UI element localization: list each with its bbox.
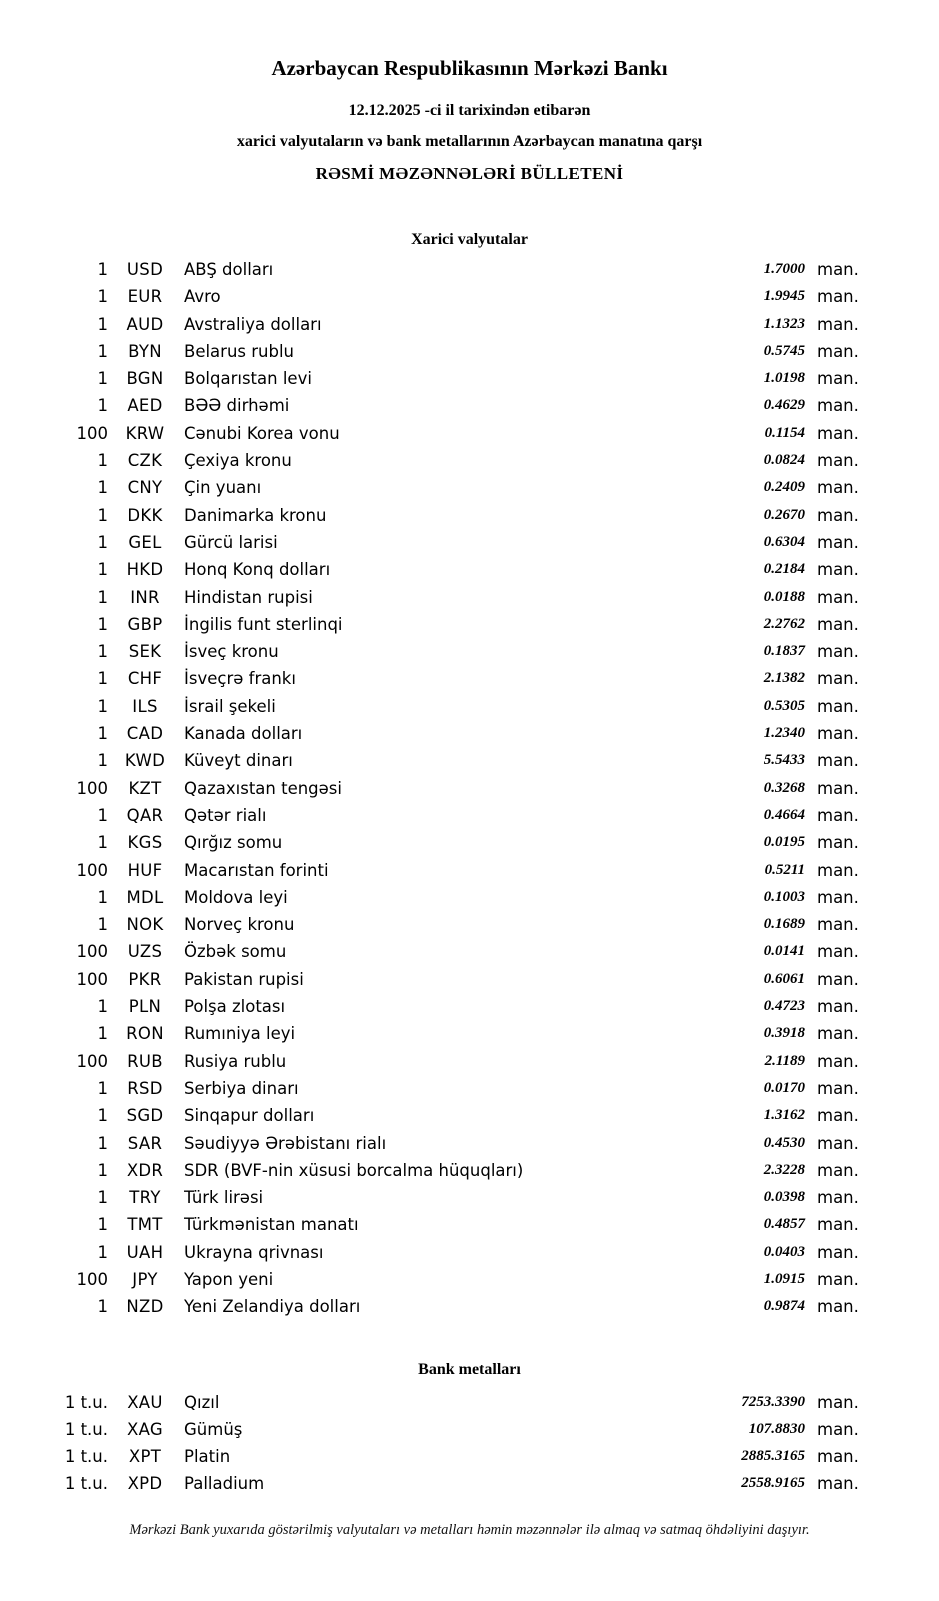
metal-rates-table <box>0 1389 939 1498</box>
unit-label: man. <box>817 478 859 498</box>
rate-row <box>56 1184 863 1211</box>
currency-code: AED <box>127 396 163 416</box>
unit-label: man. <box>817 860 859 880</box>
unit-label: man. <box>817 1419 859 1439</box>
quantity: 1 <box>97 369 108 389</box>
currency-code: BYN <box>128 341 162 361</box>
currency-code: PLN <box>128 997 162 1017</box>
quantity: 1 t.u. <box>64 1474 108 1494</box>
quantity: 1 <box>97 314 108 334</box>
rate-value: 0.3918 <box>763 1025 805 1042</box>
rate-row <box>56 665 863 692</box>
rate-row <box>56 1443 863 1470</box>
unit-label: man. <box>817 423 859 443</box>
rate-row <box>56 720 863 747</box>
rate-row <box>56 938 863 965</box>
currency-code: KWD <box>124 751 166 771</box>
currency-name: Hindistan rupisi <box>184 587 313 607</box>
quantity: 1 <box>97 887 108 907</box>
rate-value: 0.1154 <box>764 424 805 441</box>
quantity: 1 <box>97 260 108 279</box>
rate-value: 0.2184 <box>763 561 805 578</box>
quantity: 1 <box>97 751 108 771</box>
rate-row <box>56 584 863 611</box>
currency-name: Qızıl <box>184 1392 220 1412</box>
currency-name: İngilis funt sterlinqi <box>184 614 343 634</box>
currency-name: Küveyt dinarı <box>184 751 293 771</box>
rate-row <box>56 911 863 938</box>
rate-value: 0.1837 <box>763 643 805 660</box>
currency-rates-table <box>0 256 939 1321</box>
quantity: 1 t.u. <box>64 1447 108 1467</box>
unit-label: man. <box>817 1474 859 1494</box>
unit-label: man. <box>817 260 859 279</box>
document-header <box>0 0 939 184</box>
rate-row <box>56 1102 863 1129</box>
unit-label: man. <box>817 696 859 716</box>
currency-name: Bolqarıstan levi <box>184 369 312 389</box>
unit-label: man. <box>817 314 859 334</box>
currency-name: Çin yuanı <box>184 478 262 498</box>
rate-value: 2.1189 <box>764 1052 805 1069</box>
rate-value: 1.2340 <box>763 725 805 742</box>
rate-value: 0.4629 <box>763 397 805 414</box>
unit-label: man. <box>817 1297 859 1317</box>
unit-label: man. <box>817 751 859 771</box>
rate-value: 0.2670 <box>763 506 805 523</box>
currency-name: Kanada dolları <box>184 724 303 744</box>
unit-label: man. <box>817 942 859 962</box>
currency-name: Səudiyyə Ərəbistanı rialı <box>184 1133 387 1153</box>
rate-value: 2.2762 <box>763 615 805 632</box>
currency-code: NZD <box>126 1297 164 1317</box>
currency-code: BGN <box>126 369 164 389</box>
rate-value: 0.0170 <box>763 1079 805 1096</box>
rate-row <box>56 283 863 310</box>
unit-label: man. <box>817 669 859 689</box>
currency-name: Moldova leyi <box>184 887 288 907</box>
currency-code: HKD <box>126 560 164 580</box>
currency-code: GBP <box>127 614 163 634</box>
currency-code: ILS <box>132 696 158 716</box>
rate-value: 0.3268 <box>763 779 805 796</box>
quantity: 1 <box>97 560 108 580</box>
currency-name: Honq Konq dolları <box>184 560 331 580</box>
rate-row <box>56 474 863 501</box>
rate-value: 1.7000 <box>763 261 805 277</box>
unit-label: man. <box>817 1051 859 1071</box>
currency-code: NOK <box>126 915 164 935</box>
metals-section-title: Bank metalları <box>418 1360 521 1378</box>
currency-name: Pakistan rupisi <box>184 969 304 989</box>
currency-code: PKR <box>128 969 162 989</box>
quantity: 1 <box>97 1215 108 1235</box>
rate-row <box>56 1048 863 1075</box>
quantity: 100 <box>76 423 108 443</box>
quantity: 100 <box>76 1269 108 1289</box>
currency-code: UZS <box>127 942 163 962</box>
currency-name: Qazaxıstan tengəsi <box>184 778 342 798</box>
quantity: 100 <box>76 942 108 962</box>
rate-value: 0.1003 <box>763 888 805 905</box>
rate-value: 2885.3165 <box>741 1448 805 1465</box>
rate-value: 0.4530 <box>763 1134 805 1151</box>
subject-line: xarici valyutaların və bank metallarının Azərbaycan manatına qarşı <box>236 133 703 150</box>
rate-row <box>56 1075 863 1102</box>
unit-label: man. <box>817 805 859 825</box>
currency-code: KRW <box>125 423 165 443</box>
unit-label: man. <box>817 1024 859 1044</box>
rate-row <box>56 529 863 556</box>
currency-name: Platin <box>184 1447 231 1467</box>
quantity: 1 <box>97 587 108 607</box>
unit-label: man. <box>817 915 859 935</box>
currency-name: Rumıniya leyi <box>184 1024 296 1044</box>
rate-row <box>56 1416 863 1443</box>
rate-row <box>56 1389 863 1416</box>
quantity: 1 <box>97 451 108 471</box>
currency-name: Gümüş <box>184 1419 243 1439</box>
unit-label: man. <box>817 1392 859 1412</box>
currency-code: DKK <box>127 505 163 525</box>
currency-code: MDL <box>126 887 164 907</box>
rate-value: 2558.9165 <box>741 1475 805 1492</box>
unit-label: man. <box>817 1160 859 1180</box>
currency-name: Yeni Zelandiya dolları <box>184 1297 361 1317</box>
currency-code: CZK <box>127 451 163 471</box>
currency-code: QAR <box>126 805 164 825</box>
unit-label: man. <box>817 1078 859 1098</box>
rate-value: 1.1323 <box>763 315 805 332</box>
rate-value: 0.0188 <box>763 588 805 605</box>
currency-name: Danimarka kronu <box>184 505 327 525</box>
quantity: 1 t.u. <box>64 1392 108 1412</box>
rate-value: 1.0198 <box>763 370 805 387</box>
rate-value: 0.6304 <box>763 533 805 550</box>
currency-name: İsrail şekeli <box>184 696 276 716</box>
rate-row <box>56 802 863 829</box>
currency-name: Türkmənistan manatı <box>184 1215 359 1235</box>
rate-value: 0.5745 <box>763 342 805 359</box>
unit-label: man. <box>817 1133 859 1153</box>
unit-label: man. <box>817 833 859 853</box>
currency-code: HUF <box>127 860 163 880</box>
rate-row <box>56 693 863 720</box>
rate-value: 0.0195 <box>763 834 805 851</box>
rate-value: 0.9874 <box>763 1298 805 1315</box>
currency-code: CAD <box>126 724 164 744</box>
rate-value: 2.1382 <box>763 670 805 687</box>
rate-row <box>56 747 863 774</box>
unit-label: man. <box>817 887 859 907</box>
rate-row <box>56 966 863 993</box>
rate-row <box>56 884 863 911</box>
unit-label: man. <box>817 560 859 580</box>
rate-row <box>56 857 863 884</box>
quantity: 1 <box>97 614 108 634</box>
currency-name: İsveç kronu <box>184 642 279 662</box>
unit-label: man. <box>817 1188 859 1208</box>
unit-label: man. <box>817 969 859 989</box>
currency-name: Gürcü larisi <box>184 532 278 552</box>
quantity: 100 <box>76 969 108 989</box>
rate-row <box>56 311 863 338</box>
rate-row <box>56 338 863 365</box>
rate-row <box>56 829 863 856</box>
currency-code: TMT <box>127 1215 163 1235</box>
rate-value: 0.0398 <box>763 1189 805 1206</box>
currency-name: Türk lirəsi <box>184 1188 264 1208</box>
unit-label: man. <box>817 287 859 307</box>
currency-code: UAH <box>126 1242 164 1262</box>
rate-row <box>56 1020 863 1047</box>
rate-value: 0.0824 <box>763 452 805 469</box>
unit-label: man. <box>817 1269 859 1289</box>
currency-name: Palladium <box>184 1474 265 1494</box>
currency-code: SGD <box>126 1106 164 1126</box>
rate-row <box>56 556 863 583</box>
unit-label: man. <box>817 1106 859 1126</box>
currency-code: RON <box>126 1024 164 1044</box>
currency-name: SDR (BVF-nin xüsusi borcalma hüquqları) <box>184 1160 524 1180</box>
unit-label: man. <box>817 505 859 525</box>
rate-row <box>56 447 863 474</box>
rate-value: 7253.3390 <box>741 1393 805 1410</box>
rate-value: 0.5305 <box>763 697 805 714</box>
rate-row <box>56 1293 863 1320</box>
rate-value: 0.2409 <box>763 479 805 496</box>
rate-value: 1.3162 <box>763 1107 805 1124</box>
currencies-section-title: Xarici valyutalar <box>411 231 528 248</box>
rate-row <box>56 775 863 802</box>
unit-label: man. <box>817 587 859 607</box>
rate-value: 1.9945 <box>763 288 805 305</box>
quantity: 1 <box>97 805 108 825</box>
rate-row <box>56 1266 863 1293</box>
quantity: 1 <box>97 724 108 744</box>
quantity: 1 <box>97 915 108 935</box>
rate-row <box>56 365 863 392</box>
quantity: 1 <box>97 1106 108 1126</box>
rate-value: 5.5433 <box>763 752 805 769</box>
quantity: 1 <box>97 478 108 498</box>
rate-value: 107.8830 <box>748 1420 805 1437</box>
currency-name: Norveç kronu <box>184 915 295 935</box>
currency-code: USD <box>126 260 164 279</box>
currency-code: INR <box>130 587 160 607</box>
rate-value: 0.1689 <box>763 916 805 933</box>
currency-code: SEK <box>128 642 162 662</box>
unit-label: man. <box>817 1447 859 1467</box>
quantity: 100 <box>76 860 108 880</box>
unit-label: man. <box>817 997 859 1017</box>
currency-name: Ukrayna qrivnası <box>184 1242 324 1262</box>
currency-code: XAU <box>127 1392 163 1412</box>
currency-name: Özbək somu <box>184 942 287 962</box>
unit-label: man. <box>817 724 859 744</box>
rate-value: 0.6061 <box>763 970 805 987</box>
unit-label: man. <box>817 341 859 361</box>
unit-label: man. <box>817 1215 859 1235</box>
rate-row <box>56 611 863 638</box>
unit-label: man. <box>817 396 859 416</box>
currency-name: İsveçrə frankı <box>184 669 296 689</box>
quantity: 100 <box>76 778 108 798</box>
quantity: 1 <box>97 1160 108 1180</box>
currency-name: Avstraliya dolları <box>184 314 322 334</box>
currency-name: Cənubi Korea vonu <box>184 423 340 443</box>
footer-note: Mərkəzi Bank yuxarıda göstərilmiş valyutaları və metalları həmin məzənnələr ilə almaq və satmaq öhdəliyini daşıyır. <box>129 1522 810 1538</box>
effective-date-line: 12.12.2025 -ci il tarixindən etibarən <box>348 102 591 119</box>
currency-code: KZT <box>128 778 162 798</box>
rate-row <box>56 1130 863 1157</box>
quantity: 1 <box>97 505 108 525</box>
rate-value: 0.0403 <box>763 1243 805 1260</box>
bank-name: Azərbaycan Respublikasının Mərkəzi Bankı <box>271 56 668 80</box>
currency-code: JPY <box>132 1269 158 1289</box>
currency-code: CHF <box>127 669 163 689</box>
currency-name: Avro <box>184 287 221 307</box>
currency-code: CNY <box>127 478 163 498</box>
rate-value: 0.4723 <box>763 998 805 1015</box>
quantity: 1 t.u. <box>64 1419 108 1439</box>
currency-code: GEL <box>128 532 162 552</box>
currency-name: Yapon yeni <box>184 1269 274 1289</box>
currency-name: BƏƏ dirhəmi <box>184 396 290 416</box>
unit-label: man. <box>817 778 859 798</box>
quantity: 1 <box>97 396 108 416</box>
unit-label: man. <box>817 532 859 552</box>
rate-row <box>56 502 863 529</box>
currency-name: Macarıstan forinti <box>184 860 329 880</box>
quantity: 1 <box>97 833 108 853</box>
currency-name: Serbiya dinarı <box>184 1078 299 1098</box>
rate-value: 0.4664 <box>763 806 805 823</box>
quantity: 1 <box>97 1297 108 1317</box>
currency-name: Qırğız somu <box>184 833 283 853</box>
quantity: 1 <box>97 1188 108 1208</box>
quantity: 1 <box>97 532 108 552</box>
currency-code: XDR <box>126 1160 164 1180</box>
currency-code: XAG <box>127 1419 163 1439</box>
currency-code: TRY <box>129 1188 161 1208</box>
quantity: 100 <box>76 1051 108 1071</box>
currency-code: RSD <box>127 1078 163 1098</box>
currency-code: XPD <box>127 1474 163 1494</box>
currency-name: ABŞ dolları <box>184 260 274 279</box>
currency-code: RUB <box>127 1051 163 1071</box>
currency-name: Sinqapur dolları <box>184 1106 315 1126</box>
rate-row <box>56 420 863 447</box>
rate-row <box>56 1470 863 1497</box>
rate-value: 0.4857 <box>763 1216 805 1233</box>
quantity: 1 <box>97 287 108 307</box>
rate-value: 1.0915 <box>763 1270 805 1287</box>
rate-value: 2.3228 <box>763 1161 805 1178</box>
quantity: 1 <box>97 642 108 662</box>
currency-name: Rusiya rublu <box>184 1051 287 1071</box>
bulletin-title: RƏSMİ MƏZƏNNƏLƏRİ BÜLLETENİ <box>315 164 624 183</box>
unit-label: man. <box>817 642 859 662</box>
unit-label: man. <box>817 369 859 389</box>
currency-code: KGS <box>127 833 163 853</box>
rate-row <box>56 1239 863 1266</box>
currency-name: Çexiya kronu <box>184 451 292 471</box>
rate-row <box>56 638 863 665</box>
currency-name: Polşa zlotası <box>184 997 286 1017</box>
rate-value: 0.0141 <box>763 943 805 960</box>
unit-label: man. <box>817 451 859 471</box>
quantity: 1 <box>97 1024 108 1044</box>
currency-code: AUD <box>126 314 164 334</box>
rate-row <box>56 1211 863 1238</box>
rate-row <box>56 256 863 283</box>
quantity: 1 <box>97 696 108 716</box>
rate-row <box>56 993 863 1020</box>
quantity: 1 <box>97 341 108 361</box>
rate-row <box>56 392 863 419</box>
currency-code: EUR <box>127 287 163 307</box>
quantity: 1 <box>97 997 108 1017</box>
unit-label: man. <box>817 1242 859 1262</box>
quantity: 1 <box>97 1078 108 1098</box>
unit-label: man. <box>817 614 859 634</box>
quantity: 1 <box>97 669 108 689</box>
rate-row <box>56 1157 863 1184</box>
currency-code: XPT <box>128 1447 162 1467</box>
quantity: 1 <box>97 1242 108 1262</box>
rate-value: 0.5211 <box>764 861 805 878</box>
quantity: 1 <box>97 1133 108 1153</box>
currency-name: Qətər rialı <box>184 805 267 825</box>
currency-name: Belarus rublu <box>184 341 295 361</box>
currency-code: SAR <box>127 1133 163 1153</box>
